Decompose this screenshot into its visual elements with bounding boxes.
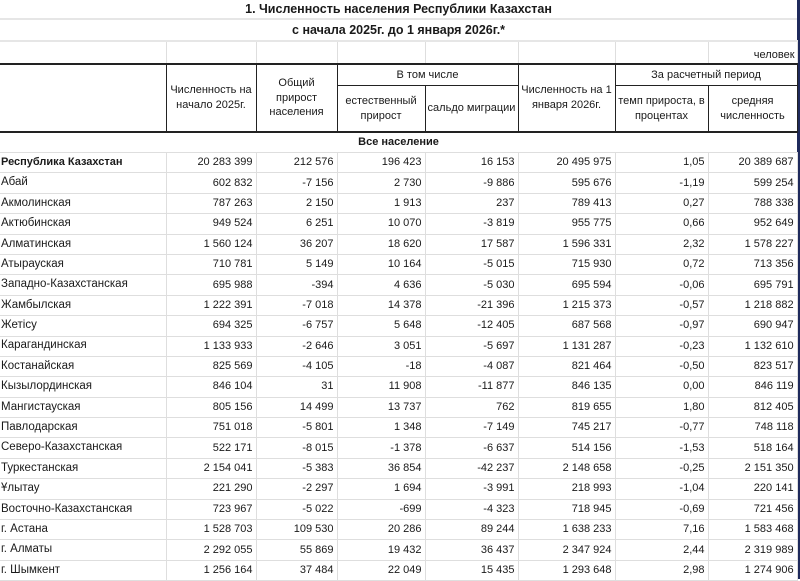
natural-growth-cell[interactable]: 4 636	[337, 275, 425, 295]
start-population-cell[interactable]: 710 781	[166, 254, 256, 274]
region-name[interactable]: Западно-Казахстанская	[0, 275, 166, 295]
migration-balance-cell[interactable]: -42 237	[425, 458, 518, 478]
migration-balance-cell[interactable]: 762	[425, 397, 518, 417]
start-population-cell[interactable]: 20 283 399	[166, 153, 256, 173]
start-population-cell[interactable]: 2 154 041	[166, 458, 256, 478]
region-name[interactable]: г. Астана	[0, 520, 166, 540]
natural-growth-cell[interactable]: 10 070	[337, 214, 425, 234]
table-row	[0, 356, 797, 376]
total-growth-cell[interactable]: 36 207	[256, 234, 337, 254]
growth-rate-cell[interactable]: 0,27	[615, 193, 708, 213]
header-natural-growth: естественный прирост	[337, 86, 425, 133]
average-population-cell[interactable]: 518 164	[708, 438, 797, 458]
population-jan1-cell[interactable]: 695 594	[518, 275, 615, 295]
region-name[interactable]: г. Шымкент	[0, 560, 166, 580]
average-population-cell[interactable]: 721 456	[708, 499, 797, 519]
total-growth-cell[interactable]: 55 869	[256, 540, 337, 560]
region-name[interactable]: Алматинская	[0, 234, 166, 254]
cell[interactable]	[518, 41, 615, 64]
migration-balance-cell[interactable]: 15 435	[425, 560, 518, 580]
growth-rate-cell[interactable]: -0,50	[615, 356, 708, 376]
average-population-cell[interactable]: 788 338	[708, 193, 797, 213]
population-jan1-cell[interactable]: 514 156	[518, 438, 615, 458]
average-population-cell[interactable]: 1 578 227	[708, 234, 797, 254]
start-population-cell[interactable]: 805 156	[166, 397, 256, 417]
migration-balance-cell[interactable]: -6 637	[425, 438, 518, 458]
table-row	[0, 214, 797, 234]
population-jan1-cell[interactable]: 718 945	[518, 499, 615, 519]
population-jan1-cell[interactable]: 1 131 287	[518, 336, 615, 356]
table-row	[0, 520, 797, 540]
natural-growth-cell[interactable]: -18	[337, 356, 425, 376]
region-name[interactable]: г. Алматы	[0, 540, 166, 560]
migration-balance-cell[interactable]: -7 149	[425, 418, 518, 438]
region-name[interactable]: Жетісу	[0, 316, 166, 336]
unit-label: человек	[708, 41, 797, 64]
natural-growth-cell[interactable]: 13 737	[337, 397, 425, 417]
migration-balance-cell[interactable]: 89 244	[425, 520, 518, 540]
total-growth-cell[interactable]: 2 150	[256, 193, 337, 213]
table-row	[0, 479, 797, 499]
table-row	[0, 336, 797, 356]
natural-growth-cell[interactable]: 18 620	[337, 234, 425, 254]
average-population-cell[interactable]: 823 517	[708, 356, 797, 376]
average-population-cell[interactable]: 1 274 906	[708, 560, 797, 580]
natural-growth-cell[interactable]: 5 648	[337, 316, 425, 336]
natural-growth-cell[interactable]: 22 049	[337, 560, 425, 580]
migration-balance-cell[interactable]: 16 153	[425, 153, 518, 173]
start-population-cell[interactable]: 695 988	[166, 275, 256, 295]
average-population-cell[interactable]: 2 151 350	[708, 458, 797, 478]
start-population-cell[interactable]: 846 104	[166, 377, 256, 397]
cell[interactable]	[337, 41, 425, 64]
natural-growth-cell[interactable]: -699	[337, 499, 425, 519]
average-population-cell[interactable]: 1 218 882	[708, 295, 797, 315]
growth-rate-cell[interactable]: 1,80	[615, 397, 708, 417]
header-including-group: В том числе	[337, 64, 518, 86]
table-row	[0, 173, 797, 193]
total-growth-cell[interactable]: -2 297	[256, 479, 337, 499]
average-population-cell[interactable]: 20 389 687	[708, 153, 797, 173]
total-growth-cell[interactable]: 212 576	[256, 153, 337, 173]
region-name[interactable]: Кызылординская	[0, 377, 166, 397]
total-growth-cell[interactable]: -7 018	[256, 295, 337, 315]
region-name[interactable]: Республика Казахстан	[0, 153, 166, 173]
average-population-cell[interactable]: 695 791	[708, 275, 797, 295]
table-row	[0, 193, 797, 213]
natural-growth-cell[interactable]: 196 423	[337, 153, 425, 173]
start-population-cell[interactable]: 694 325	[166, 316, 256, 336]
migration-balance-cell[interactable]: -12 405	[425, 316, 518, 336]
start-population-cell[interactable]: 787 263	[166, 193, 256, 213]
natural-growth-cell[interactable]: 14 378	[337, 295, 425, 315]
average-population-cell[interactable]: 1 132 610	[708, 336, 797, 356]
start-population-cell[interactable]: 723 967	[166, 499, 256, 519]
table-row	[0, 499, 797, 519]
region-name[interactable]: Жамбылская	[0, 295, 166, 315]
population-jan1-cell[interactable]: 687 568	[518, 316, 615, 336]
average-population-cell[interactable]: 748 118	[708, 418, 797, 438]
growth-rate-cell[interactable]: -1,19	[615, 173, 708, 193]
population-jan1-cell[interactable]: 1 293 648	[518, 560, 615, 580]
header-average-population: средняя численность	[708, 86, 797, 133]
total-growth-cell[interactable]: 14 499	[256, 397, 337, 417]
growth-rate-cell[interactable]: -0,23	[615, 336, 708, 356]
header-growth-rate: темп прироста, в процентах	[615, 86, 708, 133]
growth-rate-cell[interactable]: 2,44	[615, 540, 708, 560]
average-population-cell[interactable]: 1 583 468	[708, 520, 797, 540]
region-name[interactable]: Ұлытау	[0, 479, 166, 499]
average-population-cell[interactable]: 812 405	[708, 397, 797, 417]
migration-balance-cell[interactable]: -4 323	[425, 499, 518, 519]
migration-balance-cell[interactable]: -21 396	[425, 295, 518, 315]
growth-rate-cell[interactable]: -1,53	[615, 438, 708, 458]
average-population-cell[interactable]: 220 141	[708, 479, 797, 499]
region-name[interactable]: Восточно-Казахстанская	[0, 499, 166, 519]
region-name[interactable]: Атырауская	[0, 254, 166, 274]
table-row	[0, 377, 797, 397]
average-population-cell[interactable]: 690 947	[708, 316, 797, 336]
natural-growth-cell[interactable]: 3 051	[337, 336, 425, 356]
table-row	[0, 540, 797, 560]
natural-growth-cell[interactable]: 36 854	[337, 458, 425, 478]
migration-balance-cell[interactable]: -11 877	[425, 377, 518, 397]
region-name[interactable]: Актюбинская	[0, 214, 166, 234]
migration-balance-cell[interactable]: 237	[425, 193, 518, 213]
natural-growth-cell[interactable]: 1 348	[337, 418, 425, 438]
section-label: Все население	[0, 132, 797, 153]
table-row	[0, 316, 797, 336]
migration-balance-cell[interactable]: -5 030	[425, 275, 518, 295]
growth-rate-cell[interactable]: 0,66	[615, 214, 708, 234]
population-jan1-cell[interactable]: 955 775	[518, 214, 615, 234]
average-population-cell[interactable]: 2 319 989	[708, 540, 797, 560]
population-jan1-cell[interactable]: 821 464	[518, 356, 615, 376]
total-growth-cell[interactable]: 31	[256, 377, 337, 397]
growth-rate-cell[interactable]: -0,97	[615, 316, 708, 336]
migration-balance-cell[interactable]: -5 015	[425, 254, 518, 274]
growth-rate-cell[interactable]: 7,16	[615, 520, 708, 540]
population-jan1-cell[interactable]: 218 993	[518, 479, 615, 499]
migration-balance-cell[interactable]: -3 819	[425, 214, 518, 234]
table-row	[0, 397, 797, 417]
population-jan1-cell[interactable]: 1 215 373	[518, 295, 615, 315]
start-population-cell[interactable]: 1 133 933	[166, 336, 256, 356]
population-jan1-cell[interactable]: 819 655	[518, 397, 615, 417]
region-name[interactable]: Акмолинская	[0, 193, 166, 213]
header-region	[0, 64, 166, 132]
region-name[interactable]: Абай	[0, 173, 166, 193]
migration-balance-cell[interactable]: -4 087	[425, 356, 518, 376]
region-name[interactable]: Костанайская	[0, 356, 166, 376]
start-population-cell[interactable]: 2 292 055	[166, 540, 256, 560]
table-row	[0, 275, 797, 295]
growth-rate-cell[interactable]: -0,57	[615, 295, 708, 315]
table-row	[0, 234, 797, 254]
average-population-cell[interactable]: 599 254	[708, 173, 797, 193]
population-jan1-cell[interactable]: 1 638 233	[518, 520, 615, 540]
start-population-cell[interactable]: 1 528 703	[166, 520, 256, 540]
total-growth-cell[interactable]: 109 530	[256, 520, 337, 540]
natural-growth-cell[interactable]: 1 694	[337, 479, 425, 499]
start-population-cell[interactable]: 522 171	[166, 438, 256, 458]
population-jan1-cell[interactable]: 2 148 658	[518, 458, 615, 478]
start-population-cell[interactable]: 221 290	[166, 479, 256, 499]
table-row	[0, 295, 797, 315]
header-migration-balance: сальдо миграции	[425, 86, 518, 133]
region-name[interactable]: Карагандинская	[0, 336, 166, 356]
start-population-cell[interactable]: 1 256 164	[166, 560, 256, 580]
region-name[interactable]: Мангистауская	[0, 397, 166, 417]
cell[interactable]	[256, 41, 337, 64]
population-jan1-cell[interactable]: 715 930	[518, 254, 615, 274]
total-growth-cell[interactable]: -5 383	[256, 458, 337, 478]
growth-rate-cell[interactable]: 0,00	[615, 377, 708, 397]
cell[interactable]	[615, 41, 708, 64]
header-population-jan1: Численность на 1 января 2026г.	[518, 64, 615, 132]
total-growth-cell[interactable]: -5 801	[256, 418, 337, 438]
population-jan1-cell[interactable]: 1 596 331	[518, 234, 615, 254]
start-population-cell[interactable]: 751 018	[166, 418, 256, 438]
growth-rate-cell[interactable]: -1,04	[615, 479, 708, 499]
natural-growth-cell[interactable]: 20 286	[337, 520, 425, 540]
total-growth-cell[interactable]: -4 105	[256, 356, 337, 376]
start-population-cell[interactable]: 1 560 124	[166, 234, 256, 254]
header-start-population: Численность на начало 2025г.	[166, 64, 256, 132]
population-jan1-cell[interactable]: 20 495 975	[518, 153, 615, 173]
total-growth-cell[interactable]: 37 484	[256, 560, 337, 580]
growth-rate-cell[interactable]: 2,32	[615, 234, 708, 254]
cell[interactable]	[166, 41, 256, 64]
table-row	[0, 560, 797, 580]
region-name[interactable]: Павлодарская	[0, 418, 166, 438]
total-growth-cell[interactable]: -7 156	[256, 173, 337, 193]
migration-balance-cell[interactable]: -9 886	[425, 173, 518, 193]
table-row	[0, 254, 797, 274]
start-population-cell[interactable]: 1 222 391	[166, 295, 256, 315]
natural-growth-cell[interactable]: 11 908	[337, 377, 425, 397]
region-name[interactable]: Северо-Казахстанская	[0, 438, 166, 458]
average-population-cell[interactable]: 952 649	[708, 214, 797, 234]
growth-rate-cell[interactable]: 2,98	[615, 560, 708, 580]
header-period-group: За расчетный период	[615, 64, 797, 86]
total-growth-cell[interactable]: -5 022	[256, 499, 337, 519]
growth-rate-cell[interactable]: -0,77	[615, 418, 708, 438]
total-growth-cell[interactable]: -2 646	[256, 336, 337, 356]
total-growth-cell[interactable]: 5 149	[256, 254, 337, 274]
growth-rate-cell[interactable]: -0,06	[615, 275, 708, 295]
table-subtitle: с начала 2025г. до 1 января 2026г.*	[0, 19, 797, 41]
migration-balance-cell[interactable]: 36 437	[425, 540, 518, 560]
average-population-cell[interactable]: 713 356	[708, 254, 797, 274]
cell[interactable]	[425, 41, 518, 64]
migration-balance-cell[interactable]: -3 991	[425, 479, 518, 499]
table-row	[0, 418, 797, 438]
total-growth-cell[interactable]: -8 015	[256, 438, 337, 458]
population-jan1-cell[interactable]: 595 676	[518, 173, 615, 193]
population-jan1-cell[interactable]: 789 413	[518, 193, 615, 213]
migration-balance-cell[interactable]: 17 587	[425, 234, 518, 254]
table-row	[0, 153, 797, 173]
growth-rate-cell[interactable]: -0,25	[615, 458, 708, 478]
population-jan1-cell[interactable]: 2 347 924	[518, 540, 615, 560]
region-name[interactable]: Туркестанская	[0, 458, 166, 478]
table-title: 1. Численность населения Республики Казахстан	[0, 0, 797, 19]
start-population-cell[interactable]: 602 832	[166, 173, 256, 193]
growth-rate-cell[interactable]: 1,05	[615, 153, 708, 173]
header-total-growth: Общий прирост населения	[256, 64, 337, 132]
population-jan1-cell[interactable]: 846 135	[518, 377, 615, 397]
natural-growth-cell[interactable]: 19 432	[337, 540, 425, 560]
start-population-cell[interactable]: 949 524	[166, 214, 256, 234]
population-jan1-cell[interactable]: 745 217	[518, 418, 615, 438]
natural-growth-cell[interactable]: 2 730	[337, 173, 425, 193]
total-growth-cell[interactable]: 6 251	[256, 214, 337, 234]
growth-rate-cell[interactable]: 0,72	[615, 254, 708, 274]
natural-growth-cell[interactable]: -1 378	[337, 438, 425, 458]
table-row	[0, 438, 797, 458]
growth-rate-cell[interactable]: -0,69	[615, 499, 708, 519]
table-body	[0, 153, 797, 581]
average-population-cell[interactable]: 846 119	[708, 377, 797, 397]
table-row	[0, 458, 797, 478]
natural-growth-cell[interactable]: 1 913	[337, 193, 425, 213]
natural-growth-cell[interactable]: 10 164	[337, 254, 425, 274]
total-growth-cell[interactable]: -6 757	[256, 316, 337, 336]
start-population-cell[interactable]: 825 569	[166, 356, 256, 376]
total-growth-cell[interactable]: -394	[256, 275, 337, 295]
cell[interactable]	[0, 41, 166, 64]
migration-balance-cell[interactable]: -5 697	[425, 336, 518, 356]
